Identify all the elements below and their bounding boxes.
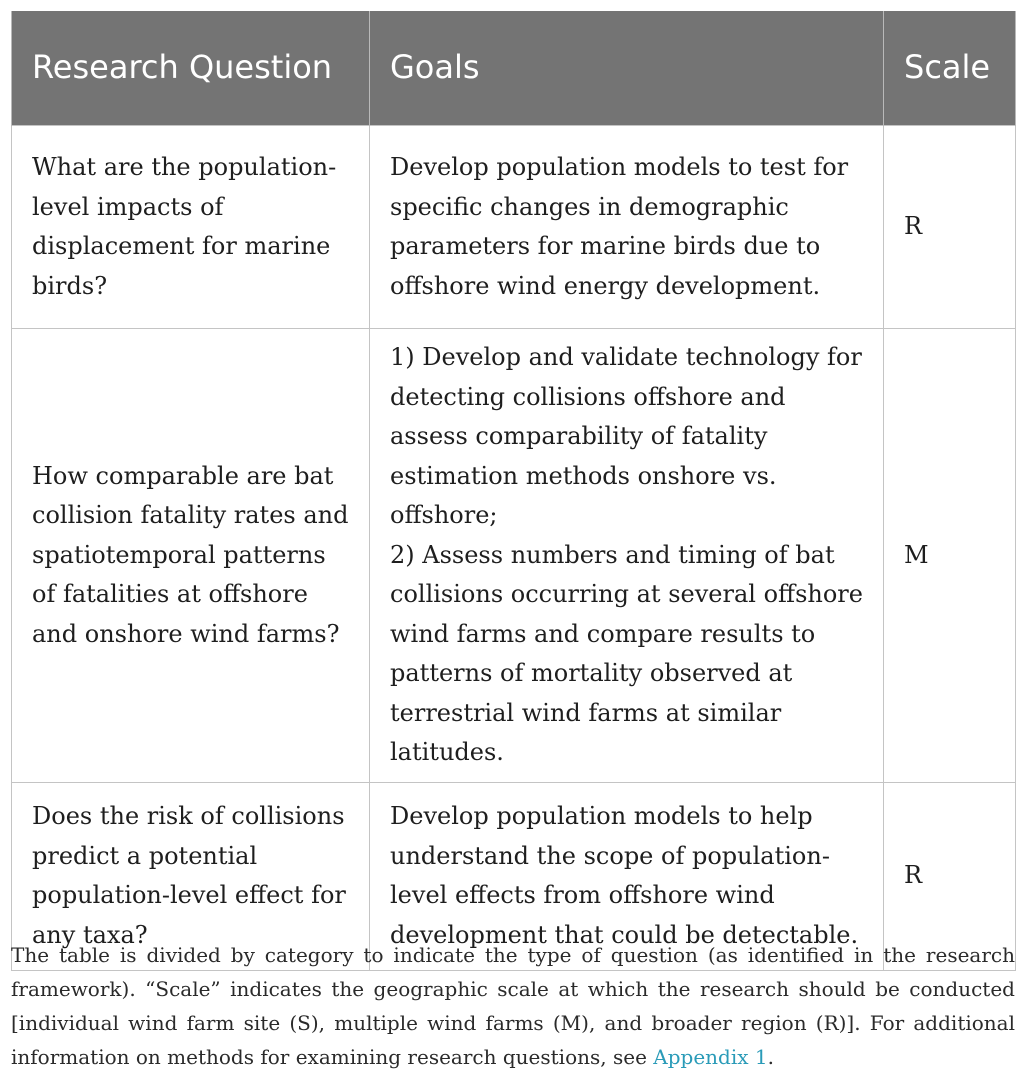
question-cell: Does the risk of collisions predict a potential population-level effect for any taxa? bbox=[12, 782, 370, 970]
question-cell: What are the population-level impacts of displacement for marine birds? bbox=[12, 126, 370, 329]
research-table bbox=[11, 11, 1016, 971]
question-cell: How comparable are bat collision fatality rates and spatiotemporal patterns of fatalities at offshore and onshore wind farms? bbox=[12, 329, 370, 783]
goal-text: 1) Develop and validate technology for detecting collisions offshore and assess comparability of fatality estimation methods onshore vs. offshore; bbox=[390, 343, 862, 529]
goal-text: Develop population models to test for specific changes in demographic parameters for marine birds due to offshore wind energy development. bbox=[390, 153, 849, 300]
goals-cell bbox=[370, 329, 884, 783]
header-research-question: Research Question bbox=[12, 11, 370, 126]
header-goals: Goals bbox=[370, 11, 884, 126]
appendix-link[interactable]: Appendix 1 bbox=[653, 1045, 768, 1069]
caption-text: The table is divided by category to indicate the type of question (as identified in the research framework). “Scale” indicates the geographic scale at which the research should be conducted [individual wind farm site (S), multiple wind farms (M), and broader region (R)]. For additional information on methods for examining research questions, see bbox=[11, 943, 1015, 1069]
header-scale: Scale bbox=[884, 11, 1016, 126]
table-caption bbox=[11, 938, 1015, 1074]
scale-cell: M bbox=[884, 329, 1016, 783]
caption-end: . bbox=[767, 1045, 774, 1069]
table-row bbox=[12, 329, 1016, 783]
goals-cell bbox=[370, 126, 884, 329]
scale-cell: R bbox=[884, 782, 1016, 970]
goal-text: Develop population models to help understand the scope of population-level effects from offshore wind development that could be detectable. bbox=[390, 802, 859, 949]
goal-text: 2) Assess numbers and timing of bat collisions occurring at several offshore wind farms and compare results to patterns of mortality observed at terrestrial wind farms at similar latitudes. bbox=[390, 540, 863, 766]
scale-cell: R bbox=[884, 126, 1016, 329]
table-row bbox=[12, 126, 1016, 329]
header-row bbox=[12, 11, 1016, 126]
